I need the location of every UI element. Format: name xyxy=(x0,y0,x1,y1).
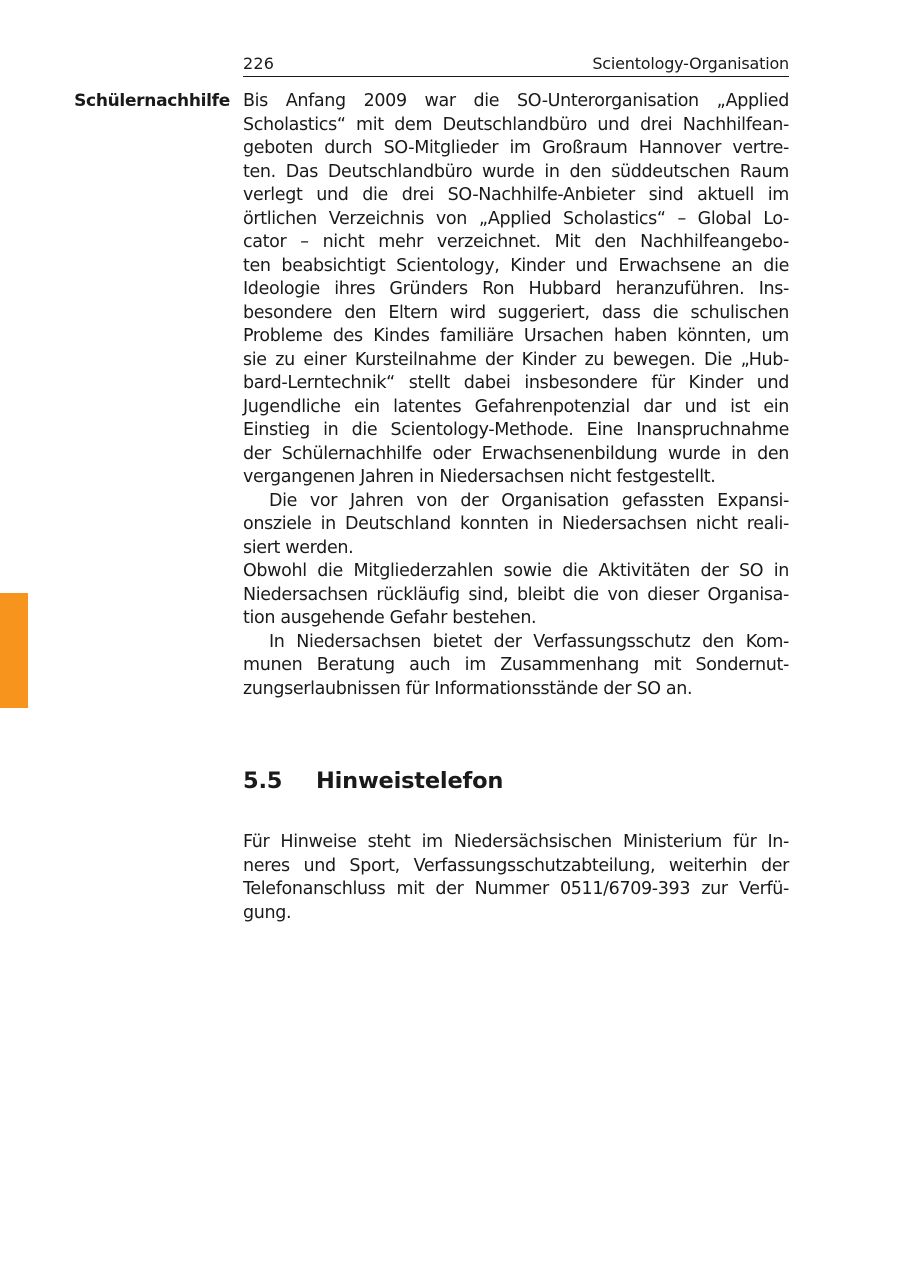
text-line: ten. Das Deutschlandbüro wurde in den süddeutschen Raum xyxy=(243,161,789,182)
text-line: In Niedersachsen bietet der Verfassungsschutz den Kom- xyxy=(269,631,789,652)
text-line: Bis Anfang 2009 war die SO-Unterorganisation „Applied xyxy=(243,91,789,111)
paragraph-expansion-goals xyxy=(243,490,789,561)
paragraph-membership-decline xyxy=(243,560,789,631)
paragraph-municipal-advice xyxy=(243,631,789,702)
running-head: Scientology-Organisation xyxy=(592,54,789,73)
chapter-thumb-tab xyxy=(0,593,28,708)
text-line: örtlichen Verzeichnis von „Applied Scholastics“ – Global Lo- xyxy=(243,208,789,229)
text-line: Jugendliche ein latentes Gefahrenpotenzial dar und ist ein xyxy=(243,396,789,417)
section-number: 5.5 xyxy=(243,768,283,794)
text-line: Probleme des Kindes familiäre Ursachen haben könnten, um xyxy=(243,326,789,346)
section-heading xyxy=(243,768,503,794)
text-line: ten beabsichtigt Scientology, Kinder und Erwachsene an die xyxy=(243,255,789,276)
text-line: sie zu einer Kursteilnahme der Kinder zu bewegen. Die „Hub- xyxy=(243,349,789,370)
section-title: Hinweistelefon xyxy=(316,768,504,794)
text-line: Die vor Jahren von der Organisation gefassten Expansi- xyxy=(269,490,789,511)
page-number: 226 xyxy=(243,54,275,73)
text-line: Ideologie ihres Gründers Ron Hubbard heranzuführen. Ins- xyxy=(243,279,789,299)
text-line: tion ausgehende Gefahr bestehen. xyxy=(243,608,537,628)
text-line: Scholastics“ mit dem Deutschlandbüro und drei Nachhilfean- xyxy=(243,114,789,135)
text-line: Für Hinweise steht im Niedersächsischen Ministerium für In- xyxy=(243,832,789,852)
body-text xyxy=(243,90,789,701)
text-line: Telefonanschluss mit der Nummer 0511/6709-393 zur Verfü- xyxy=(243,879,789,899)
margin-label: Schülernachhilfe xyxy=(74,91,230,111)
text-line: geboten durch SO-Mitglieder im Großraum Hannover vertre- xyxy=(243,138,789,158)
text-line: vergangenen Jahren in Niedersachsen nicht festgestellt. xyxy=(243,467,716,487)
text-line: besondere den Eltern wird suggeriert, dass die schulischen xyxy=(243,302,789,323)
text-line: bard-Lerntechnik“ stellt dabei insbesondere für Kinder und xyxy=(243,373,789,393)
text-line: verlegt und die drei SO-Nachhilfe-Anbieter sind aktuell im xyxy=(243,185,789,205)
paragraph-hint-phone xyxy=(243,831,789,925)
text-line: gung. xyxy=(243,902,292,923)
text-line: siert werden. xyxy=(243,537,354,558)
text-line: onsziele in Deutschland konnten in Niedersachsen nicht reali- xyxy=(243,514,789,534)
text-line: Einstieg in die Scientology-Methode. Eine Inanspruchnahme xyxy=(243,420,789,440)
text-line: zungserlaubnissen für Informationsstände der SO an. xyxy=(243,678,693,699)
text-line: Niedersachsen rückläufig sind, bleibt die von dieser Organisa- xyxy=(243,584,789,605)
text-line: Obwohl die Mitgliederzahlen sowie die Aktivitäten der SO in xyxy=(243,561,789,581)
paragraph-applied-scholastics xyxy=(243,90,789,490)
text-line: cator – nicht mehr verzeichnet. Mit den Nachhilfeangebo- xyxy=(243,232,789,252)
page-header xyxy=(243,52,789,77)
text-line: munen Beratung auch im Zusammenhang mit Sondernut- xyxy=(243,655,789,675)
text-line: der Schülernachhilfe oder Erwachsenenbildung wurde in den xyxy=(243,443,789,464)
text-line: neres und Sport, Verfassungsschutzabteilung, weiterhin der xyxy=(243,855,789,876)
